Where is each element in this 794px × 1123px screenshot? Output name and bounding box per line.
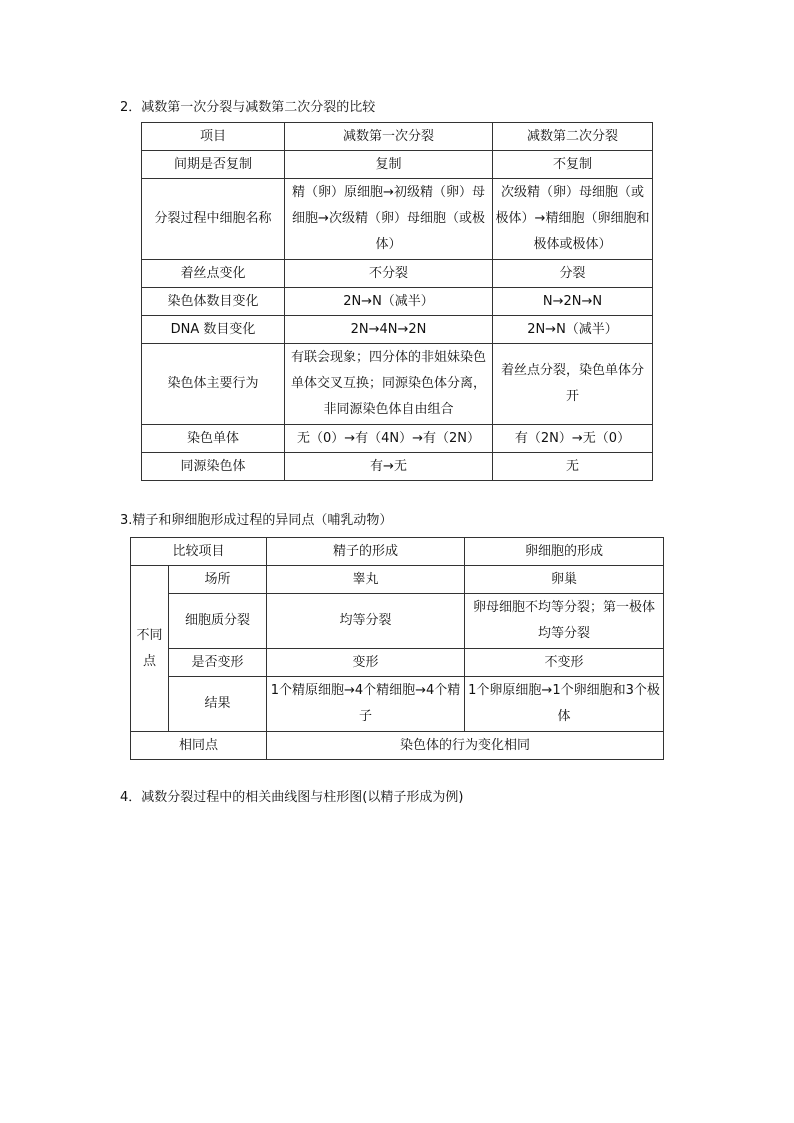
row-label: 染色体主要行为	[142, 344, 285, 425]
cell: 2N→N（减半）	[285, 288, 493, 316]
header-cell: 精子的形成	[267, 538, 465, 566]
cell: 卵巢	[465, 566, 664, 594]
table-row	[131, 594, 664, 649]
cell: 不复制	[493, 151, 653, 179]
table-header-row	[142, 123, 653, 151]
table-row	[142, 260, 653, 288]
section-2-heading: 2．减数第一次分裂与减数第二次分裂的比较	[120, 100, 376, 115]
cell: 复制	[285, 151, 493, 179]
row-label: DNA 数目变化	[142, 316, 285, 344]
cell: 有→无	[285, 453, 493, 481]
cell: 1个精原细胞→4个精细胞→4个精子	[267, 677, 465, 732]
header-cell: 比较项目	[131, 538, 267, 566]
row-label: 间期是否复制	[142, 151, 285, 179]
table-row	[142, 344, 653, 425]
row-label: 相同点	[131, 732, 267, 760]
cell: 着丝点分裂，染色单体分开	[493, 344, 653, 425]
row-label: 染色体数目变化	[142, 288, 285, 316]
table-row	[142, 179, 653, 260]
section-3-heading: 3.精子和卵细胞形成过程的异同点（哺乳动物）	[120, 513, 393, 528]
cell: 精（卵）原细胞→初级精（卵）母细胞→次级精（卵）母细胞（或极体）	[285, 179, 493, 260]
row-label: 场所	[169, 566, 267, 594]
table-row	[142, 316, 653, 344]
meiosis-comparison-table	[141, 122, 653, 481]
row-label: 染色单体	[142, 425, 285, 453]
row-label: 结果	[169, 677, 267, 732]
row-label: 分裂过程中细胞名称	[142, 179, 285, 260]
cell: 变形	[267, 649, 465, 677]
cell: 均等分裂	[267, 594, 465, 649]
cell: 无（0）→有（4N）→有（2N）	[285, 425, 493, 453]
cell: 1个卵原细胞→1个卵细胞和3个极体	[465, 677, 664, 732]
cell: 不变形	[465, 649, 664, 677]
cell: 不分裂	[285, 260, 493, 288]
cell: 染色体的行为变化相同	[267, 732, 664, 760]
cell: 分裂	[493, 260, 653, 288]
group-label-differences: 不同点	[131, 566, 169, 732]
header-cell: 项目	[142, 123, 285, 151]
cell: 2N→4N→2N	[285, 316, 493, 344]
header-cell: 减数第二次分裂	[493, 123, 653, 151]
header-cell: 卵细胞的形成	[465, 538, 664, 566]
table-row	[131, 649, 664, 677]
cell: 无	[493, 453, 653, 481]
table-row	[131, 566, 664, 594]
row-label: 着丝点变化	[142, 260, 285, 288]
cell: 次级精（卵）母细胞（或极体）→精细胞（卵细胞和极体或极体）	[493, 179, 653, 260]
cell: 2N→N（减半）	[493, 316, 653, 344]
cell: N→2N→N	[493, 288, 653, 316]
table-row	[142, 288, 653, 316]
sperm-egg-comparison-table	[130, 537, 664, 760]
table-row	[142, 425, 653, 453]
section-4-heading: 4．减数分裂过程中的相关曲线图与柱形图(以精子形成为例)	[120, 790, 464, 805]
cell: 睾丸	[267, 566, 465, 594]
table-row	[142, 151, 653, 179]
cell: 卵母细胞不均等分裂；第一极体均等分裂	[465, 594, 664, 649]
row-label: 同源染色体	[142, 453, 285, 481]
table-row	[131, 677, 664, 732]
table-row	[142, 453, 653, 481]
header-cell: 减数第一次分裂	[285, 123, 493, 151]
row-label: 细胞质分裂	[169, 594, 267, 649]
table-row	[131, 732, 664, 760]
row-label: 是否变形	[169, 649, 267, 677]
cell: 有联会现象；四分体的非姐妹染色单体交叉互换；同源染色体分离，非同源染色体自由组合	[285, 344, 493, 425]
cell: 有（2N）→无（0）	[493, 425, 653, 453]
table-header-row	[131, 538, 664, 566]
